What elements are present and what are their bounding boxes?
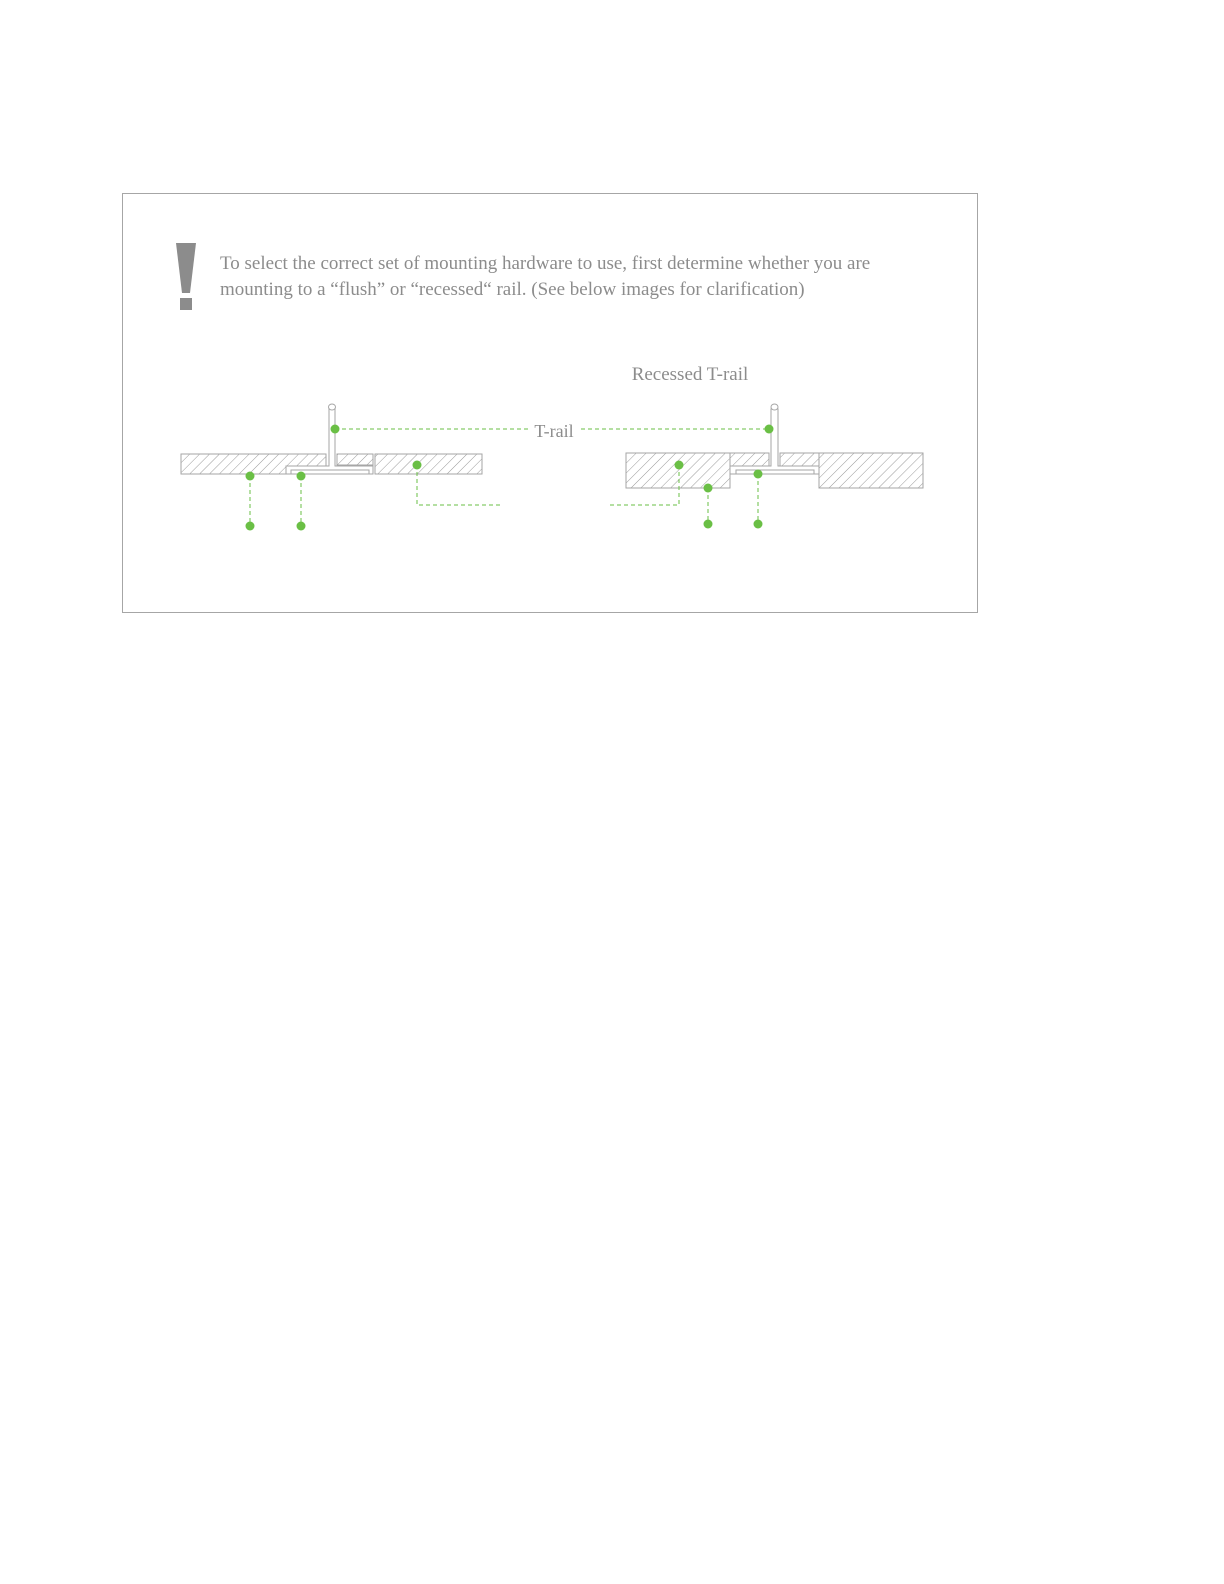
notice-text-line-2: mounting to a “flush” or “recessed“ rail. (See below images for clarification) <box>220 279 805 300</box>
exclamation-icon <box>174 243 198 313</box>
notice-text-line-1: To select the correct set of mounting hardware to use, first determine whether you are <box>220 253 871 274</box>
notice-text <box>220 251 940 303</box>
t-rail-label: T-rail <box>534 421 574 441</box>
recessed-title: Recessed T-rail <box>631 364 749 385</box>
